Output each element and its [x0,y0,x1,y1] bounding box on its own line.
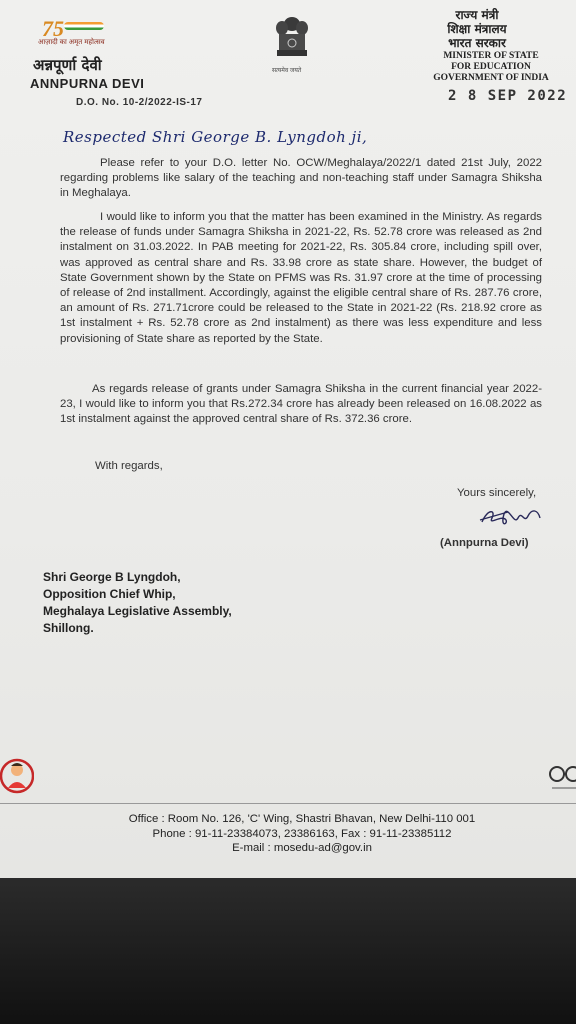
paragraph-1: Please refer to your D.O. letter No. OCW/Meghalaya/2022/1 dated 21st July, 2022 regarding problems like salary of the teaching and non-teaching staff under Samagra Shiksha in Meghalaya. [60,157,542,200]
designation-hindi-line: भारत सरकार [448,36,506,50]
designation-english-line: MINISTER OF STATE [443,51,539,61]
designation-hindi-line: राज्य मंत्री [455,8,499,22]
recipient-line: Shillong. [43,621,94,635]
closing-regards: With regards, [95,460,163,472]
minister-name-english: ANNPURNA DEVI [30,76,145,91]
recipient-line: Meghalaya Legislative Assembly, [43,604,232,618]
swachh-bharat-glasses-icon [548,758,576,794]
designation-hindi-line: शिक्षा मंत्रालय [447,22,507,36]
recipient-address [43,569,232,637]
designation-english [416,51,566,84]
do-number: D.O. No. 10-2/2022-IS-17 [76,97,203,108]
closing-yours-sincerely: Yours sincerely, [457,487,537,499]
footer-email: E-mail : mosedu-ad@gov.in [232,842,372,854]
designation-english-line: FOR EDUCATION [451,62,531,72]
azadi-75-logo [38,16,118,52]
tricolour-swoosh [64,22,104,30]
national-emblem-icon [270,12,314,72]
emblem-motto: सत्यमेव जयते [272,68,302,74]
letter-date-stamp: 2 8 SEP 2022 [448,88,568,104]
logo-text: आज़ादी का अमृत महोत्सव [38,39,105,46]
office-footer [0,812,576,856]
footer-phone: Phone : 91-11-23384073, 23386163, Fax : 91-11-23385112 [152,827,452,840]
recipient-line: Shri George B Lyngdoh, [43,570,181,584]
handwritten-salutation: Respected Shri George B. Lyngdoh ji, [63,128,368,146]
minister-name-hindi: अन्नपूर्णा देवी [33,56,102,74]
recipient-line: Opposition Chief Whip, [43,587,176,601]
logo-number: 75 [42,16,64,41]
signatory-name: (Annpurna Devi) [440,537,529,549]
handwritten-signature [478,500,558,534]
background-surface [0,878,576,1024]
paragraph-3: As regards release of grants under Samagra Shiksha in the current financial year 2022-23, I would like to inform you that Rs.272.34 crore has already been released on 16.08.2022 as 1st instalment against the approved central share of Rs. 372.36 crore. [60,383,542,426]
designation-english-line: GOVERNMENT OF INDIA [433,73,549,83]
samagra-shiksha-mascot-icon [0,748,34,804]
footer-divider [0,803,576,804]
paragraph-2: I would like to inform you that the matter has been examined in the Ministry. As regards the release of funds under Samagra Shiksha in 2021-22, Rs. 52.78 crore was released as 2nd instalment on 31.03.2022. In PAB meeting for 2021-22, Rs. 305.84 crore, including spill over, was approved as central share and Rs. 33.98 crore as state share. However, the budget of State Government shown by the State on PFMS was Rs. 31.97 crore at the time of processing of release of 2nd installment. Accordingly, against the eligible central share of Rs. 287.76 crore, an amount of Rs. 271.71crore could be released to the State in 2021-22 (Rs. 218.92 crore as 1st instalment + Rs. 52.78 crore as 2nd instalment) as there was less expenditure and less provisioning of State share as reported by the State. [60,211,542,345]
designation-hindi [422,8,532,50]
footer-office-address: Office : Room No. 126, 'C' Wing, Shastri Bhavan, New Delhi-110 001 [128,813,476,825]
